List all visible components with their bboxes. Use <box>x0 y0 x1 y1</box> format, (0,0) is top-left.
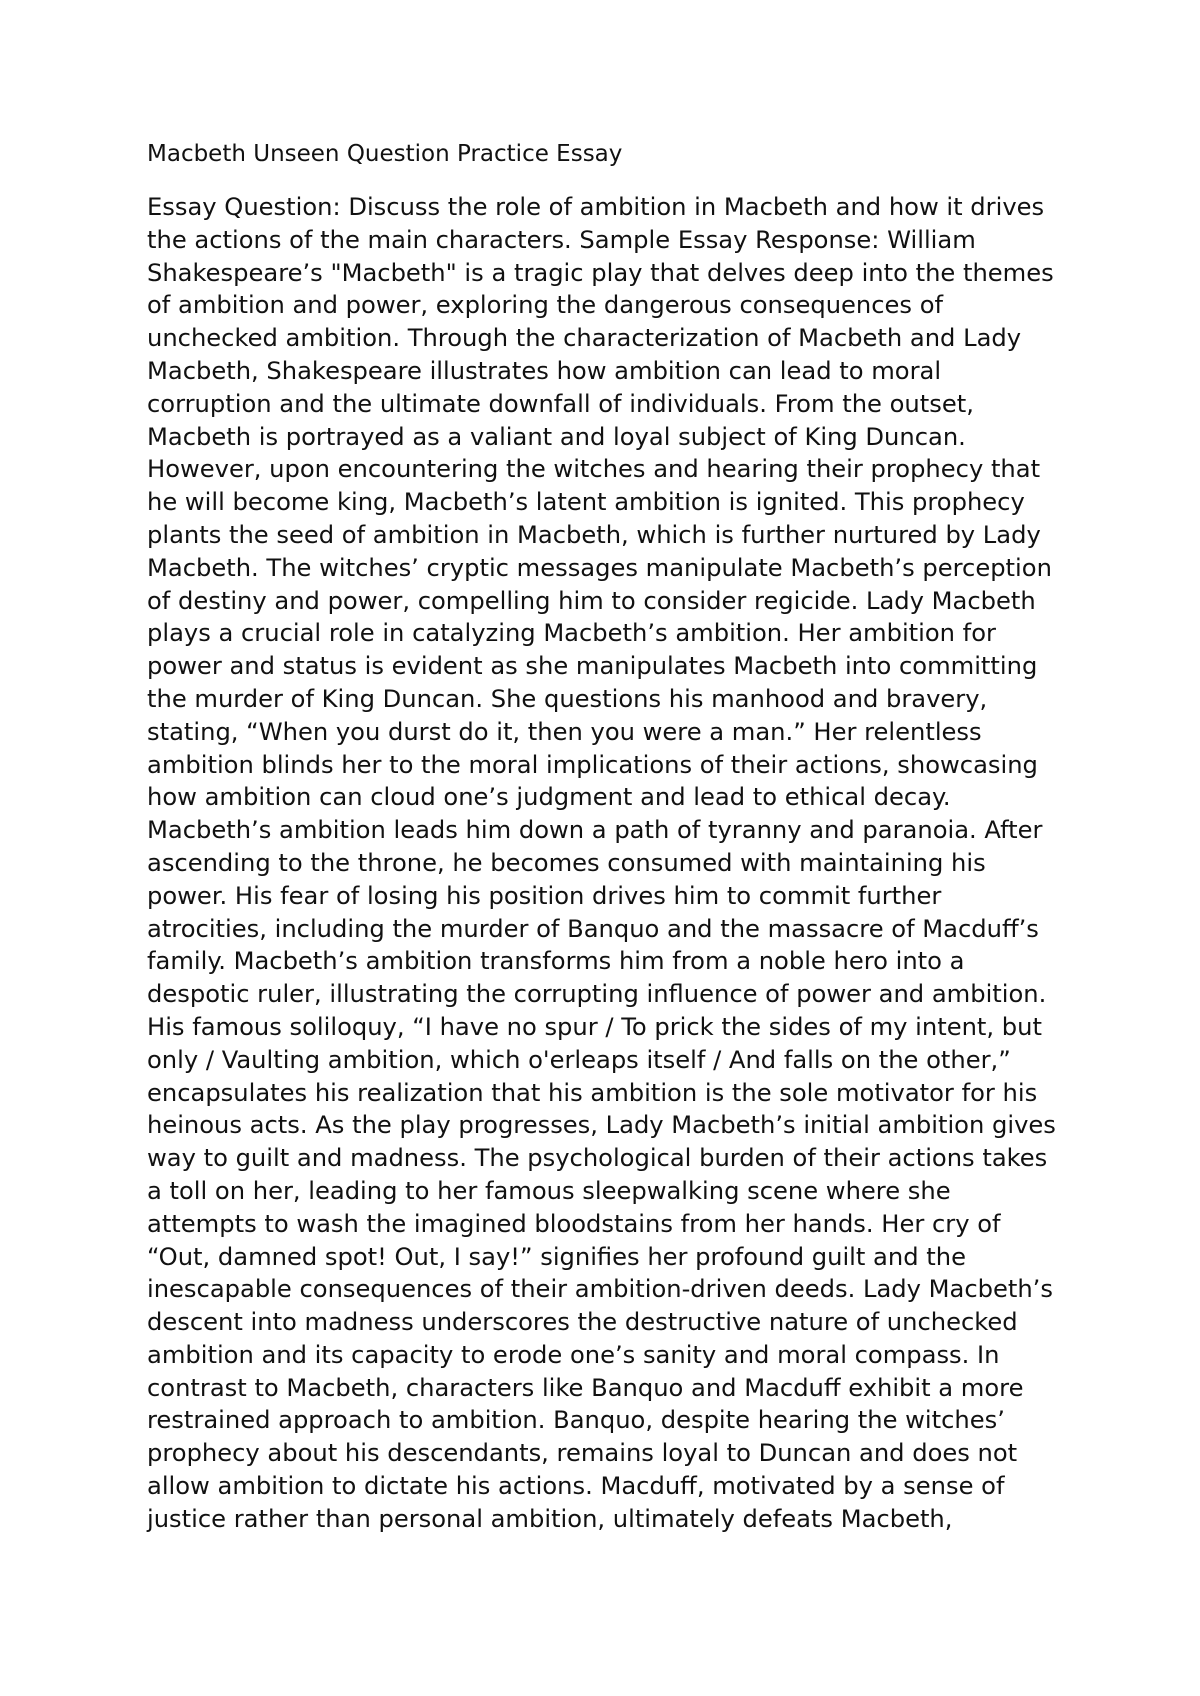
essay-line: encapsulates his realization that his ambition is the sole motivator for his <box>147 1078 1038 1107</box>
essay-line: prophecy about his descendants, remains loyal to Duncan and does not <box>147 1439 1018 1468</box>
essay-line: Shakespeare’s "Macbeth" is a tragic play that delves deep into the themes <box>147 258 1054 287</box>
essay-line: way to guilt and madness. The psychological burden of their actions takes <box>147 1144 1048 1173</box>
essay-line: plants the seed of ambition in Macbeth, which is further nurtured by Lady <box>147 520 1041 549</box>
essay-line: Macbeth. The witches’ cryptic messages manipulate Macbeth’s perception <box>147 553 1052 582</box>
document-title: Macbeth Unseen Question Practice Essay <box>147 141 623 167</box>
essay-line: ambition blinds her to the moral implications of their actions, showcasing <box>147 750 1038 779</box>
essay-line: Macbeth’s ambition leads him down a path of tyranny and paranoia. After <box>147 816 1043 845</box>
essay-line: ambition and its capacity to erode one’s sanity and moral compass. In <box>147 1340 1000 1369</box>
essay-line: heinous acts. As the play progresses, Lady Macbeth’s initial ambition gives <box>147 1111 1056 1140</box>
essay-line: plays a crucial role in catalyzing Macbeth’s ambition. Her ambition for <box>147 619 996 648</box>
essay-line: attempts to wash the imagined bloodstains from her hands. Her cry of <box>147 1209 1001 1238</box>
essay-line: contrast to Macbeth, characters like Banquo and Macduff exhibit a more <box>147 1373 1024 1402</box>
essay-line: how ambition can cloud one’s judgment and lead to ethical decay. <box>147 783 951 812</box>
essay-line: power and status is evident as she manipulates Macbeth into committing <box>147 652 1038 681</box>
essay-line: “Out, damned spot! Out, I say!” signifies her profound guilt and the <box>147 1242 966 1271</box>
essay-body <box>147 191 1072 1536</box>
essay-line: Macbeth, Shakespeare illustrates how ambition can lead to moral <box>147 356 942 385</box>
essay-line: Macbeth is portrayed as a valiant and loyal subject of King Duncan. <box>147 422 966 451</box>
essay-line: atrocities, including the murder of Banquo and the massacre of Macduff’s <box>147 914 1039 943</box>
essay-line: justice rather than personal ambition, ultimately defeats Macbeth, <box>147 1504 953 1533</box>
essay-line: only / Vaulting ambition, which o'erleaps itself / And falls on the other,” <box>147 1045 1011 1074</box>
essay-line: despotic ruler, illustrating the corrupting influence of power and ambition. <box>147 980 1047 1009</box>
essay-line: stating, “When you durst do it, then you were a man.” Her relentless <box>147 717 982 746</box>
essay-line: Essay Question: Discuss the role of ambition in Macbeth and how it drives <box>147 193 1045 221</box>
essay-line: he will become king, Macbeth’s latent ambition is ignited. This prophecy <box>147 488 1025 517</box>
document-content <box>147 138 1072 1536</box>
essay-line: However, upon encountering the witches and hearing their prophecy that <box>147 455 1041 484</box>
essay-line: His famous soliloquy, “I have no spur / To prick the sides of my intent, but <box>147 1012 1042 1041</box>
essay-line: restrained approach to ambition. Banquo, despite hearing the witches’ <box>147 1406 1005 1435</box>
essay-line: descent into madness underscores the destructive nature of unchecked <box>147 1308 1018 1337</box>
essay-line: ascending to the throne, he becomes consumed with maintaining his <box>147 848 986 877</box>
essay-line: corruption and the ultimate downfall of individuals. From the outset, <box>147 389 974 418</box>
essay-line: the actions of the main characters. Sample Essay Response: William <box>147 225 976 254</box>
essay-line: of destiny and power, compelling him to consider regicide. Lady Macbeth <box>147 586 1036 615</box>
essay-line: of ambition and power, exploring the dangerous consequences of <box>147 291 944 320</box>
essay-line: allow ambition to dictate his actions. Macduff, motivated by a sense of <box>147 1472 1005 1501</box>
essay-line: power. His fear of losing his position drives him to commit further <box>147 881 942 910</box>
essay-line: family. Macbeth’s ambition transforms him from a noble hero into a <box>147 947 965 976</box>
essay-line: the murder of King Duncan. She questions his manhood and bravery, <box>147 684 988 713</box>
essay-line: inescapable consequences of their ambition-driven deeds. Lady Macbeth’s <box>147 1275 1053 1304</box>
essay-line: unchecked ambition. Through the characterization of Macbeth and Lady <box>147 324 1022 353</box>
essay-line: a toll on her, leading to her famous sleepwalking scene where she <box>147 1176 951 1205</box>
